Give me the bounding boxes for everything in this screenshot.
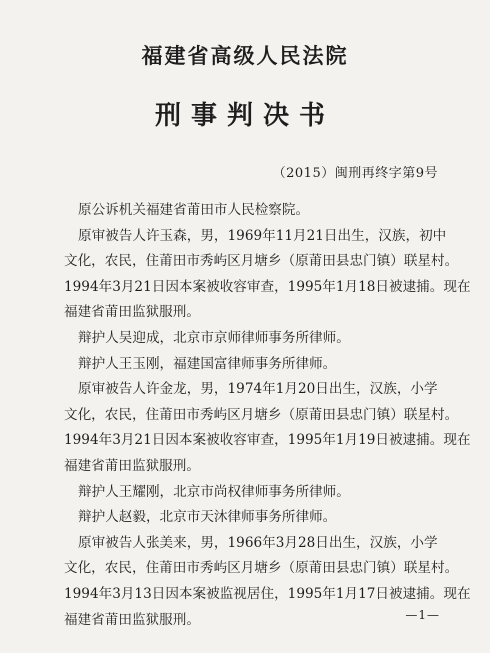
body-line: 福建省莆田监狱服刑。 [64, 611, 200, 628]
body-line: 原审被告人许金龙，男，1974年1月20日出生，汉族，小学 [78, 381, 438, 398]
body-line: 1994年3月21日因本案被收容审查，1995年1月18日被逮捕。现在 [64, 278, 471, 295]
body-line: 1994年3月21日因本案被收容审查，1995年1月19日被逮捕。现在 [64, 432, 471, 449]
page-number: —1— [405, 608, 440, 622]
body-line: 文化，农民，住莆田市秀屿区月塘乡（原莆田县忠门镇）联星村。 [64, 253, 459, 270]
body-line: 福建省莆田监狱服刑。 [64, 457, 200, 474]
body-line: 文化，农民，住莆田市秀屿区月塘乡（原莆田县忠门镇）联星村。 [64, 406, 459, 423]
body-line: 辩护人赵毅，北京市天沐律师事务所律师。 [78, 509, 337, 526]
body-line: 辩护人吴迎成，北京市京师律师事务所律师。 [78, 329, 350, 346]
court-name: 福建省高级人民法院 [141, 43, 349, 68]
body-line: 原公诉机关福建省莆田市人民检察院。 [78, 202, 310, 218]
body-line: 文化，农民，住莆田市秀屿区月塘乡（原莆田县忠门镇）联星村。 [64, 560, 459, 577]
body-line: 1994年3月13日因本案被监视居住，1995年1月17日被逮捕。现在 [64, 585, 471, 602]
judgment-body [64, 198, 471, 633]
document-type-title: 刑事判决书 [154, 101, 335, 131]
body-line: 辩护人王耀刚，北京市尚权律师事务所律师。 [78, 483, 350, 500]
case-number: （2015）闽刑再终字第9号 [272, 166, 438, 181]
body-line: 原审被告人许玉森，男，1969年11月21日出生，汉族，初中 [78, 227, 447, 244]
body-line: 福建省莆田监狱服刑。 [64, 304, 200, 321]
body-line: 原审被告人张美来，男，1966年3月28日出生，汉族，小学 [78, 534, 438, 551]
body-line: 辩护人王玉刚，福建国富律师事务所律师。 [78, 355, 337, 372]
